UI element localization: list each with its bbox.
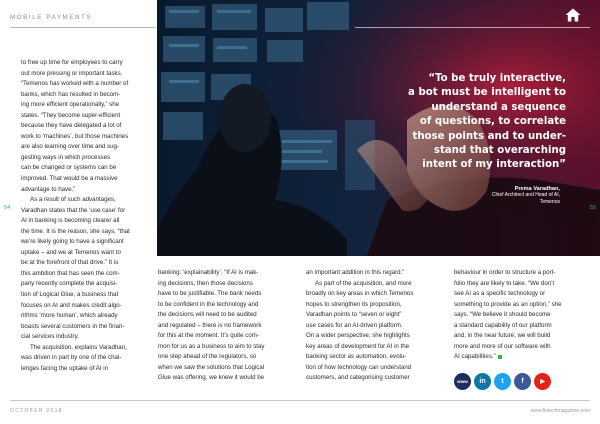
quote-line: “To be truly interactive, <box>428 73 566 84</box>
text-line: because they have delegated a lot of <box>21 122 122 130</box>
text-line: cial services industry. <box>21 333 79 341</box>
text-line: one step ahead of the regulators, so <box>158 353 257 361</box>
text-line: tion of Logical Glue, a business that <box>21 291 119 299</box>
text-line: hopes to strengthen its proposition, <box>306 300 402 308</box>
text-line: something to provide as an option,” she <box>454 300 562 308</box>
text-line: when we saw the solutions that Logical <box>158 363 265 371</box>
text-line: a standard capability of our platform <box>454 321 552 329</box>
attribution-company: Temenos <box>539 198 560 205</box>
text-line: The acquisition, explains Varadhan, <box>30 343 127 351</box>
youtube-icon[interactable]: ▶ <box>534 373 551 390</box>
text-line: “Temenos has worked with a number of <box>21 80 129 88</box>
text-line: ing decisions, then those decisions <box>158 279 253 287</box>
text-line-end <box>454 352 594 363</box>
text-line: tion of how technology can understand <box>306 363 412 371</box>
quote-line: intent of my interaction” <box>422 159 566 171</box>
quote-attribution <box>440 186 560 205</box>
header-rule <box>10 27 156 28</box>
text-line: are also learning over time and sug- <box>21 143 119 151</box>
column-2 <box>158 268 298 384</box>
home-icon[interactable] <box>565 8 581 22</box>
text-line: an important addition in this regard.” <box>306 269 405 276</box>
page-number-right: 55 <box>589 205 596 211</box>
text-line: customers, and categorising customer <box>306 374 410 382</box>
linkedin-icon[interactable]: in <box>474 373 491 390</box>
text-line: focuses on AI and makes credit algo- <box>21 301 122 309</box>
facebook-icon[interactable]: f <box>514 373 531 390</box>
text-line: see AI as a specific technology or <box>454 290 546 298</box>
social-links <box>454 373 551 390</box>
text-line: states. “They become super-efficient <box>21 111 121 119</box>
text-line: banking sector as automation, evolu- <box>306 353 407 361</box>
text-line: can be changed or systems can be <box>21 164 117 172</box>
quote-line: those points and to under- <box>412 130 566 142</box>
text-line: Varadhan points to “seven or eight” <box>306 311 402 319</box>
page-number-left: 54 <box>4 205 11 211</box>
quote-line: of questions, to correlate <box>419 116 566 128</box>
text-line: pany recently complete the acquisi- <box>21 280 118 288</box>
text-line: behaviour in order to structure a port- <box>454 269 556 276</box>
text-line: have to be justifiable. The bank needs <box>158 290 262 298</box>
footer-url[interactable]: www.fintechmagazine.com <box>530 408 590 414</box>
last-line-text: AI capabilities.” <box>454 353 496 361</box>
column-4 <box>454 268 594 363</box>
text-line: On a wider perspective, she highlights <box>306 332 410 340</box>
attribution-name: Prema Varadhan, <box>514 186 560 192</box>
text-line: be at the forefront of that drive.” It is <box>21 259 119 267</box>
footer-date: OCTOBER 2018 <box>10 408 63 414</box>
text-line: to free up time for employees to carry <box>21 59 123 66</box>
text-line: work to ‘machines’, but those machines <box>21 132 129 140</box>
text-line: boasts several customers in the finan- <box>21 322 125 330</box>
text-line: to be confident in the technology and <box>158 300 259 308</box>
www-link-icon[interactable]: www <box>454 373 471 390</box>
text-line: banking: ‘explainability’. “If AI is mak- <box>158 269 259 276</box>
text-line: Glue was offering, we knew it would be <box>158 374 265 382</box>
text-line: AI in banking is becoming clearer all <box>21 217 120 225</box>
text-line: use cases for an AI-driven platform. <box>306 321 403 329</box>
text-line: the decisions will need to be audited <box>158 311 257 319</box>
text-line: we’re likely going to have a significant <box>21 238 124 246</box>
text-line: banks, which has resulted in becom- <box>21 90 121 98</box>
text-line: ing more efficient operationally,” she <box>21 101 120 109</box>
text-line: for this at the moment. It’s quite com- <box>158 332 259 340</box>
text-line: this ambition that has seen the com- <box>21 269 120 277</box>
text-line: As part of the acquisition, and more <box>315 279 412 287</box>
text-line: the time. It is the reason, she says, “that <box>21 227 130 235</box>
text-line: out more pressing or important tasks. <box>21 69 123 77</box>
text-line: advantage to have.” <box>21 185 76 193</box>
text-line: and regulated – there is no framework <box>158 321 262 329</box>
section-header: MOBILE PAYMENTS <box>10 14 93 21</box>
quote-line: a bot must be intelligent to <box>408 87 566 99</box>
text-line: rithms ‘more human’, which already <box>21 312 118 320</box>
text-line: key areas of development for AI in the <box>306 342 410 350</box>
attribution-role: Chief Architect and Head of AI, <box>491 192 560 199</box>
text-line: more and more of our software with <box>454 342 551 350</box>
text-line: was driven in part by one of the chal- <box>21 354 122 362</box>
text-line: and, in the near future, we will build <box>454 332 551 340</box>
end-mark-icon <box>498 355 502 359</box>
twitter-icon[interactable]: t <box>494 373 511 390</box>
column-3 <box>306 268 446 384</box>
header-rule-right <box>355 27 590 28</box>
text-line: uptake – and we at Temenos want to <box>21 248 121 256</box>
text-line: folio they are likely to take. “We don’t <box>454 279 555 287</box>
text-line: As a result of such advantages, <box>30 196 116 204</box>
column-1 <box>21 58 155 374</box>
quote-line: understand a sequence <box>431 101 566 113</box>
text-line: mon for us as a business to aim to stay <box>158 342 265 350</box>
text-line: Varadhan states that the ‘use case’ for <box>21 206 126 214</box>
text-line: gesting ways in which processes <box>21 153 111 161</box>
footer-rule <box>10 400 590 401</box>
text-line: broadly on key areas in which Temenos <box>306 290 414 298</box>
text-line: says. “We believe it should become <box>454 311 551 319</box>
text-line: lenges facing the uptake of AI in <box>21 364 109 372</box>
text-line: improved. That would be a massive <box>21 175 118 183</box>
pull-quote <box>404 72 566 173</box>
quote-line: stand that overarching <box>433 145 566 157</box>
